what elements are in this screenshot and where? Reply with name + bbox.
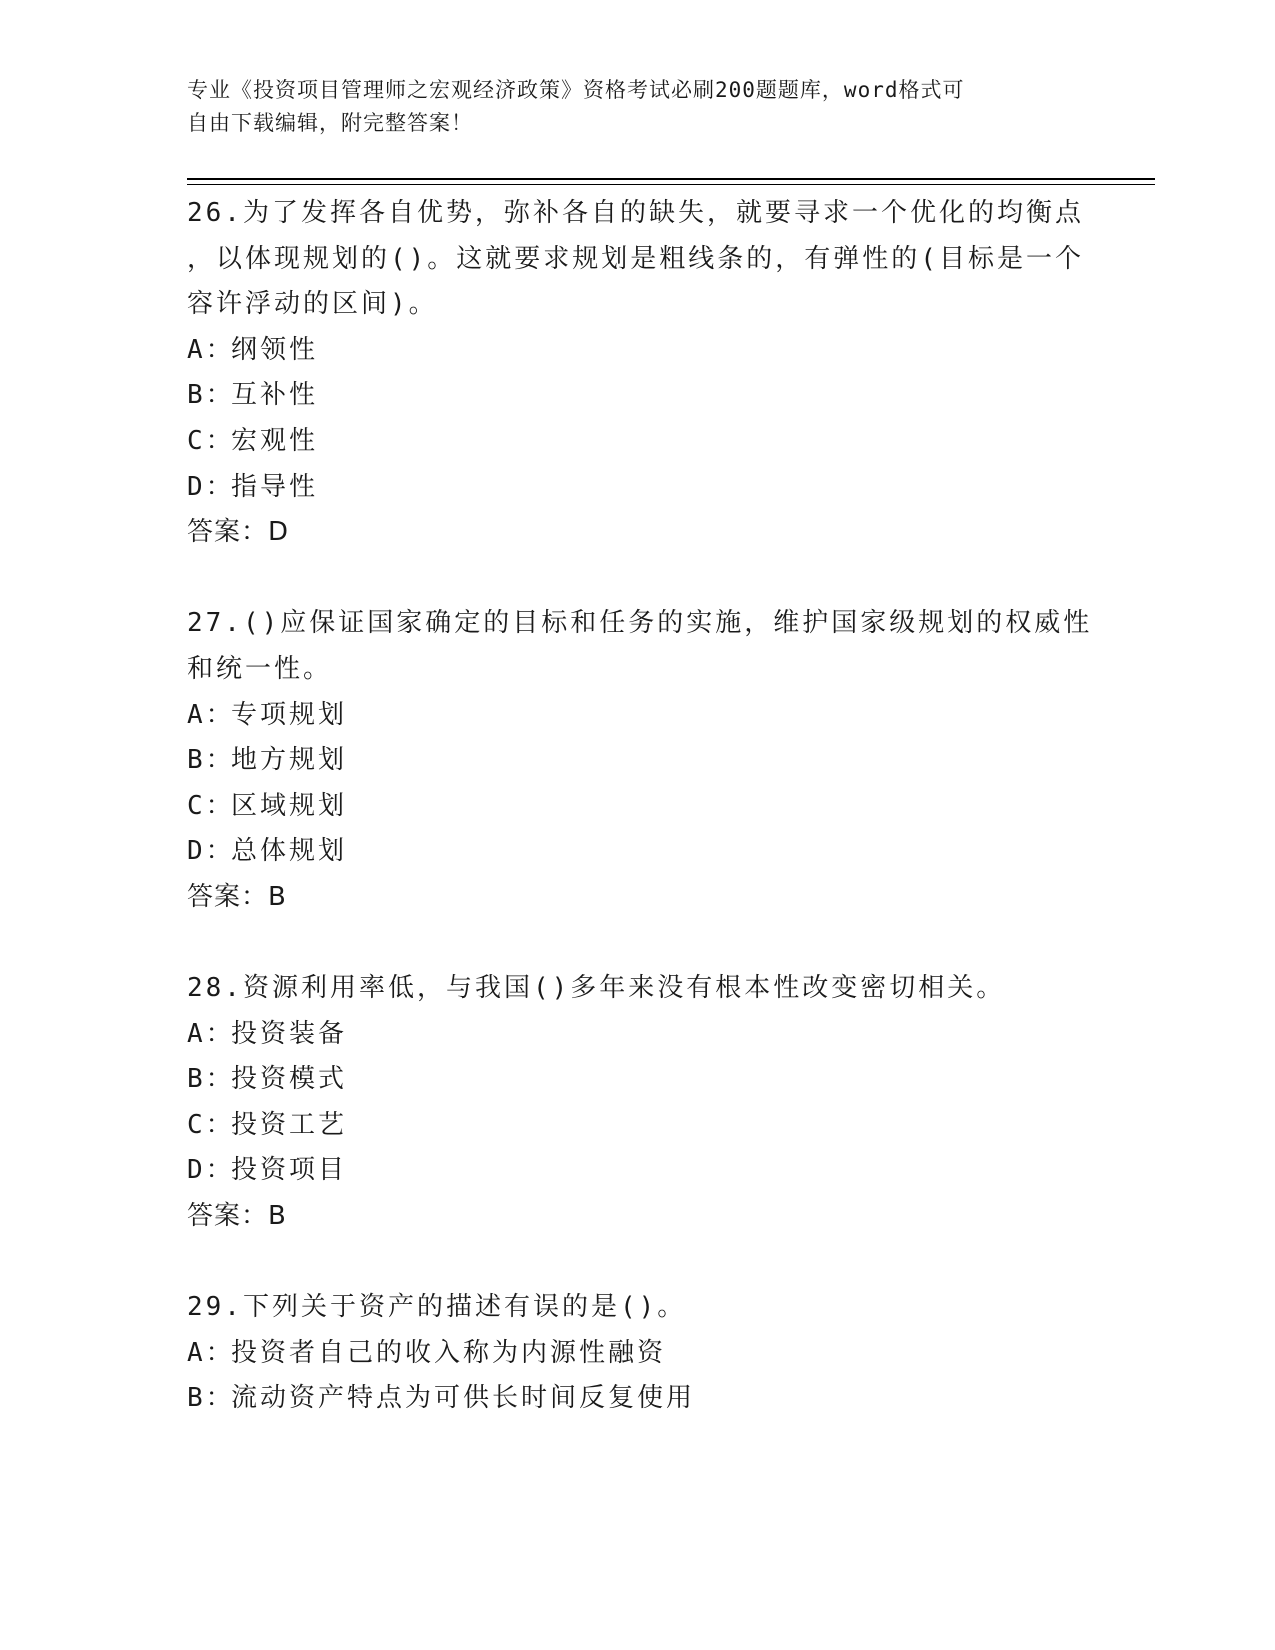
header-line-1: 专业《投资项目管理师之宏观经济政策》资格考试必刷200题题库，word格式可 [187,78,965,102]
option-text: 投资装备 [231,1018,348,1049]
option-text: 互补性 [231,380,319,411]
option-c [187,419,1087,465]
option-text: 投资模式 [231,1064,348,1095]
document-header [187,74,1087,140]
question-text-line: 29.下列关于资产的描述有误的是()。 [187,1292,687,1323]
header-line-2: 自由下载编辑，附完整答案！ [187,111,473,135]
option-letter: D： [187,836,235,867]
question-text-line: 28.资源利用率低，与我国()多年来没有根本性改变密切相关。 [187,973,1006,1004]
header-divider-thin [187,184,1155,185]
option-b [187,1376,1087,1422]
option-text: 总体规划 [231,836,348,867]
question-29 [187,1285,1087,1422]
option-b [187,373,1087,419]
option-c [187,784,1087,830]
option-text: 投资者自己的收入称为内源性融资 [231,1337,667,1368]
option-text: 地方规划 [231,745,348,776]
option-letter: A： [187,1018,235,1049]
option-b [187,1057,1087,1103]
question-text-line: 和统一性。 [187,653,333,684]
option-letter: C： [187,425,235,456]
option-letter: C： [187,1109,235,1140]
option-letter: B： [187,1383,235,1414]
option-letter: D： [187,1155,235,1186]
answer-line: 答案：B [187,1201,287,1232]
question-26 [187,191,1087,556]
option-d [187,1148,1087,1194]
option-text: 投资项目 [231,1155,348,1186]
header-divider-thick [187,178,1155,180]
option-a [187,693,1087,739]
option-letter: D： [187,471,235,502]
option-letter: B： [187,380,235,411]
question-text-line: ，以体现规划的()。这就要求规划是粗线条的，有弹性的(目标是一个 [187,243,1084,274]
question-text-line: 容许浮动的区间)。 [187,289,438,320]
option-text: 宏观性 [231,425,319,456]
question-28 [187,966,1087,1240]
answer-line: 答案：B [187,881,287,912]
option-a [187,1012,1087,1058]
option-text: 投资工艺 [231,1109,348,1140]
option-c [187,1103,1087,1149]
option-text: 区域规划 [231,790,348,821]
option-d [187,829,1087,875]
question-text-line: 27.()应保证国家确定的目标和任务的实施，维护国家级规划的权威性 [187,608,1093,639]
option-letter: A： [187,334,235,365]
option-a [187,1331,1087,1377]
option-letter: A： [187,1337,235,1368]
question-27 [187,601,1093,920]
option-letter: B： [187,745,235,776]
option-text: 纲领性 [231,334,319,365]
answer-line: 答案：D [187,517,290,548]
option-d [187,465,1087,511]
question-text-line: 26.为了发挥各自优势，弥补各自的缺失，就要寻求一个优化的均衡点 [187,198,1084,228]
option-text: 专项规划 [231,699,348,730]
question-list [187,191,1093,1468]
option-text: 指导性 [231,471,319,502]
option-letter: B： [187,1064,235,1095]
option-b [187,738,1087,784]
option-letter: A： [187,699,235,730]
option-letter: C： [187,790,235,821]
option-text: 流动资产特点为可供长时间反复使用 [231,1383,696,1414]
option-a [187,328,1087,374]
